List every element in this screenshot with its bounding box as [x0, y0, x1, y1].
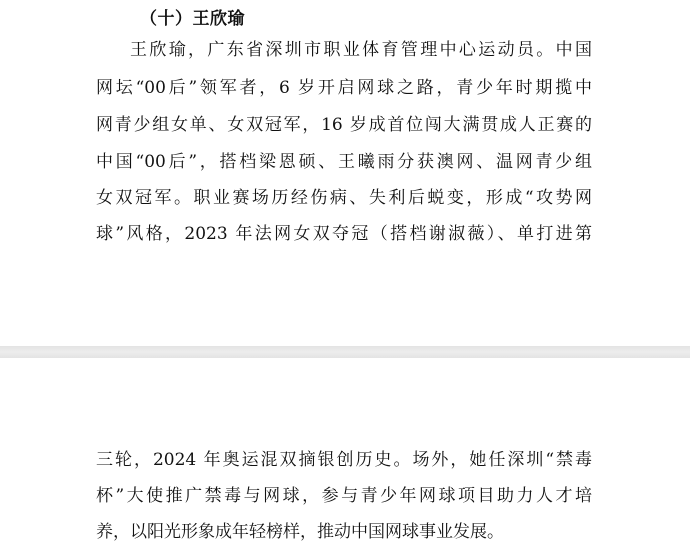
- paragraph-line: 球”风格，2023 年法网女双夺冠（搭档谢淑薇）、单打进第: [96, 224, 592, 244]
- paragraph-line: 网坛“00后”领军者，6 岁开启网球之路，青少年时期揽中: [96, 78, 592, 98]
- paragraph-line: 女双冠军。职业赛场历经伤病、失利后蜕变，形成“攻势网: [96, 188, 592, 208]
- section-heading: （十）王欣瑜: [140, 9, 245, 29]
- page-separator: [0, 346, 690, 358]
- paragraph-line: 中国“00后”，搭档梁恩硕、王曦雨分获澳网、温网青少组: [96, 152, 592, 172]
- document-page-2: [0, 358, 690, 550]
- paragraph-line: 杯”大使推广禁毒与网球，参与青少年网球项目助力人才培: [96, 486, 592, 506]
- paragraph-line: 网青少组女单、女双冠军，16 岁成首位闯大满贯成人正赛的: [96, 115, 592, 135]
- paragraph-line: 王欣瑜，广东省深圳市职业体育管理中心运动员。中国: [130, 40, 592, 60]
- paragraph-line: 三轮，2024 年奥运混双摘银创历史。场外，她任深圳“禁毒: [96, 450, 592, 470]
- paragraph-line: 养，以阳光形象成年轻榜样，推动中国网球事业发展。: [96, 522, 504, 542]
